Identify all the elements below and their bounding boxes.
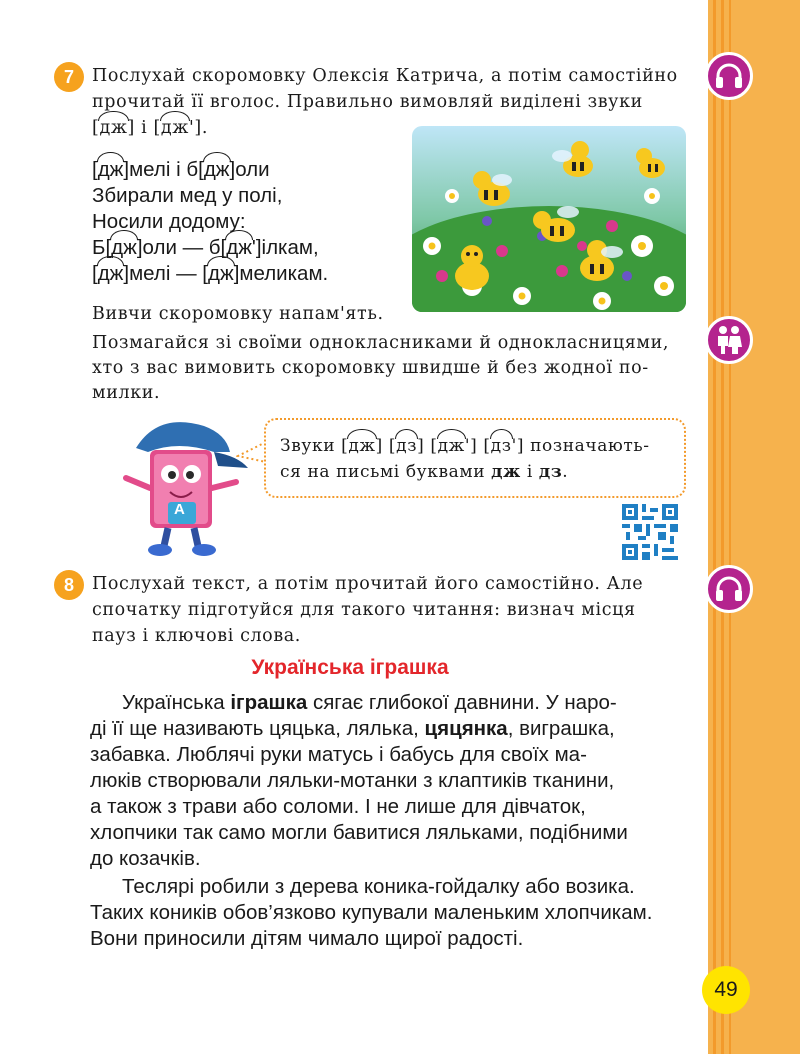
story-line: до козачків. bbox=[90, 847, 201, 870]
compete-line: хто з вас вимовить скоромовку швидше й без жодної по- bbox=[92, 358, 649, 378]
poem-line: [ дж]мелі і б[ дж]оли bbox=[92, 157, 270, 183]
story-line: забавка. Люблячі руки матусь і бабусь для своїх ма- bbox=[90, 743, 587, 766]
compete-line: Позмагайся зі своїми однокласниками й однокласницями, bbox=[92, 333, 670, 353]
task8-line: пауз і ключові слова. bbox=[92, 626, 301, 646]
book-mascot-illustration bbox=[118, 412, 250, 560]
story-line: Вони приносили дітям чимало щирої радості. bbox=[90, 927, 524, 950]
compete-line: милки. bbox=[92, 383, 161, 403]
bubble-text-line: Звуки [ дж] [ дз] [ дж'] [ дз'] позначають- bbox=[280, 434, 650, 459]
story-line: а також з трави або соломи. І не лише для дівчаток, bbox=[90, 795, 586, 818]
mascot-letter: А bbox=[174, 501, 185, 518]
learn-instruction: Вивчи скоромовку напам'ять. bbox=[92, 304, 384, 324]
story-line: ді її ще називають цяцька, лялька, цяцянка, виграшка, bbox=[90, 717, 615, 740]
stripe-line bbox=[713, 0, 716, 1054]
task7-intro-line: Послухай скоромовку Олексія Катрича, а потім самостійно bbox=[92, 66, 678, 86]
task8-line: спочатку підготуйся для такого читання: визнач місця bbox=[92, 600, 636, 620]
task7-intro-line: прочитай її вголос. Правильно вимовляй виділені звуки bbox=[92, 92, 643, 112]
stripe-line bbox=[721, 0, 724, 1054]
poem-line: Носили додому: bbox=[92, 210, 246, 233]
headphones-icon[interactable] bbox=[705, 52, 753, 100]
task-number-badge: 7 bbox=[54, 62, 84, 92]
bubble-text-line: ся на письмі буквами дж і дз. bbox=[280, 462, 569, 482]
stripe-line bbox=[729, 0, 731, 1054]
headphones-icon[interactable] bbox=[705, 565, 753, 613]
story-line: хлопчики так само могли бавитися ляльками, подібними bbox=[90, 821, 628, 844]
qr-code[interactable] bbox=[622, 504, 678, 560]
task-number-badge: 8 bbox=[54, 570, 84, 600]
poem-line: Збирали мед у полі, bbox=[92, 184, 283, 207]
task8-line: Послухай текст, а потім прочитай його самостійно. Але bbox=[92, 574, 644, 594]
pair-children-icon[interactable] bbox=[705, 316, 753, 364]
page-number: 49 bbox=[702, 966, 750, 1014]
story-line: Таких коників обов’язково купували маленьким хлопчикам. bbox=[90, 901, 653, 924]
poem-line: Б[ дж]оли — б[ дж']ілкам, bbox=[92, 235, 319, 261]
story-line: люків створювали ляльки-мотанки з клаптиків тканини, bbox=[90, 769, 615, 792]
poem-line: [ дж]мелі — [ дж]меликам. bbox=[92, 261, 328, 287]
bees-meadow-illustration bbox=[412, 126, 686, 312]
task7-intro-line: [ дж] і [ дж']. bbox=[92, 116, 208, 141]
story-line: Теслярі робили з дерева коника-гойдалку або возика. bbox=[122, 875, 635, 898]
story-line: Українська іграшка сягає глибокої давнини. У наро- bbox=[122, 691, 617, 714]
story-title: Українська іграшка bbox=[251, 656, 449, 679]
